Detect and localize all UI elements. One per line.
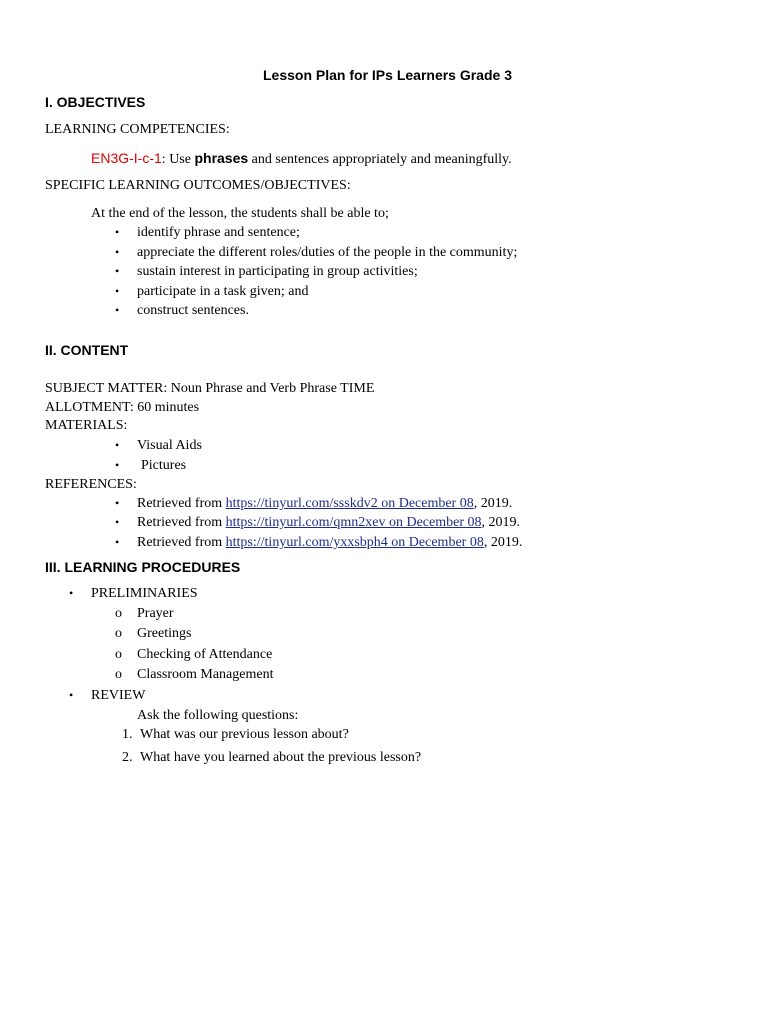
competency-phrases: phrases	[194, 150, 249, 166]
bullet-icon: •	[115, 303, 120, 317]
preliminary-item-text: Classroom Management	[137, 667, 274, 682]
outcomes-label: SPECIFIC LEARNING OUTCOMES/OBJECTIVES:	[45, 178, 351, 193]
reference-prefix: Retrieved from	[137, 535, 226, 550]
bullet-icon: •	[69, 586, 74, 600]
objective-item-text: identify phrase and sentence;	[137, 225, 300, 240]
preliminary-item-text: Checking of Attendance	[137, 647, 273, 662]
objective-item-text: participate in a task given; and	[137, 284, 309, 299]
list-item	[69, 688, 73, 704]
competency-line	[91, 150, 512, 168]
list-item	[69, 586, 73, 602]
material-item-text: Visual Aids	[137, 438, 202, 453]
question-number: 1.	[122, 727, 133, 742]
reference-item	[137, 535, 522, 551]
reference-link[interactable]: https://tinyurl.com/yxxsbph4 on December 08	[225, 535, 484, 550]
bullet-icon: •	[115, 515, 120, 529]
objective-item-text: appreciate the different roles/duties of the people in the community;	[137, 245, 518, 260]
time-allotment: ALLOTMENT: 60 minutes	[45, 400, 200, 415]
list-item	[115, 458, 119, 474]
bullet-icon: •	[115, 458, 120, 472]
reference-link[interactable]: https://tinyurl.com/qmn2xev on December 08	[225, 515, 482, 530]
sub-bullet-icon: o	[115, 626, 122, 641]
material-item-text: Pictures	[141, 458, 187, 473]
reference-prefix: Retrieved from	[137, 496, 226, 511]
question-text: What have you learned about the previous lesson?	[140, 750, 422, 765]
preliminary-item-text: Greetings	[137, 626, 192, 641]
bullet-icon: •	[69, 688, 74, 702]
competency-rest: and sentences appropriately and meaningfully.	[251, 152, 512, 167]
competency-use: Use	[169, 152, 191, 167]
sub-bullet-icon: o	[115, 647, 122, 662]
review-intro: Ask the following questions:	[137, 708, 299, 723]
list-item	[115, 284, 119, 300]
materials-label: MATERIALS:	[45, 418, 128, 433]
outcomes-intro: At the end of the lesson, the students shall be able to;	[91, 206, 389, 221]
question-text: What was our previous lesson about?	[140, 727, 349, 742]
list-item	[115, 496, 119, 512]
question-number: 2.	[122, 750, 133, 765]
bullet-icon: •	[115, 245, 120, 259]
competency-colon: :	[161, 152, 166, 167]
list-item	[115, 438, 119, 454]
reference-link[interactable]: https://tinyurl.com/ssskdv2 on December 08	[225, 496, 474, 511]
sub-bullet-icon: o	[115, 606, 122, 621]
list-item	[115, 264, 119, 280]
reference-item	[137, 515, 520, 531]
preliminary-item-text: Prayer	[137, 606, 174, 621]
bullet-icon: •	[115, 438, 120, 452]
bullet-icon: •	[115, 535, 120, 549]
competency-code: EN3G-I-c-1	[91, 150, 162, 166]
references-label: REFERENCES:	[45, 477, 137, 492]
section-heading-procedures: III. LEARNING PROCEDURES	[45, 559, 241, 575]
review-label: REVIEW	[91, 688, 146, 703]
objective-item-text: sustain interest in participating in group activities;	[137, 264, 418, 279]
reference-prefix: Retrieved from	[137, 515, 226, 530]
bullet-icon: •	[115, 264, 120, 278]
reference-suffix: , 2019.	[473, 496, 513, 511]
bullet-icon: •	[115, 225, 120, 239]
preliminaries-label: PRELIMINARIES	[91, 586, 198, 601]
section-heading-objectives: I. OBJECTIVES	[45, 94, 146, 110]
list-item	[115, 303, 119, 319]
bullet-icon: •	[115, 284, 120, 298]
list-item	[115, 245, 119, 261]
list-item	[115, 535, 119, 551]
learning-competencies-label: LEARNING COMPETENCIES:	[45, 122, 230, 137]
page-title: Lesson Plan for IPs Learners Grade 3	[263, 67, 512, 83]
reference-suffix: , 2019.	[481, 515, 520, 530]
sub-bullet-icon: o	[115, 667, 122, 682]
objective-item-text: construct sentences.	[137, 303, 249, 318]
section-heading-content: II. CONTENT	[45, 342, 129, 358]
reference-suffix: , 2019.	[483, 535, 523, 550]
list-item	[115, 515, 119, 531]
reference-item	[137, 496, 512, 512]
subject-matter: SUBJECT MATTER: Noun Phrase and Verb Phrase TIME	[45, 381, 375, 396]
list-item	[115, 225, 119, 241]
bullet-icon: •	[115, 496, 120, 510]
